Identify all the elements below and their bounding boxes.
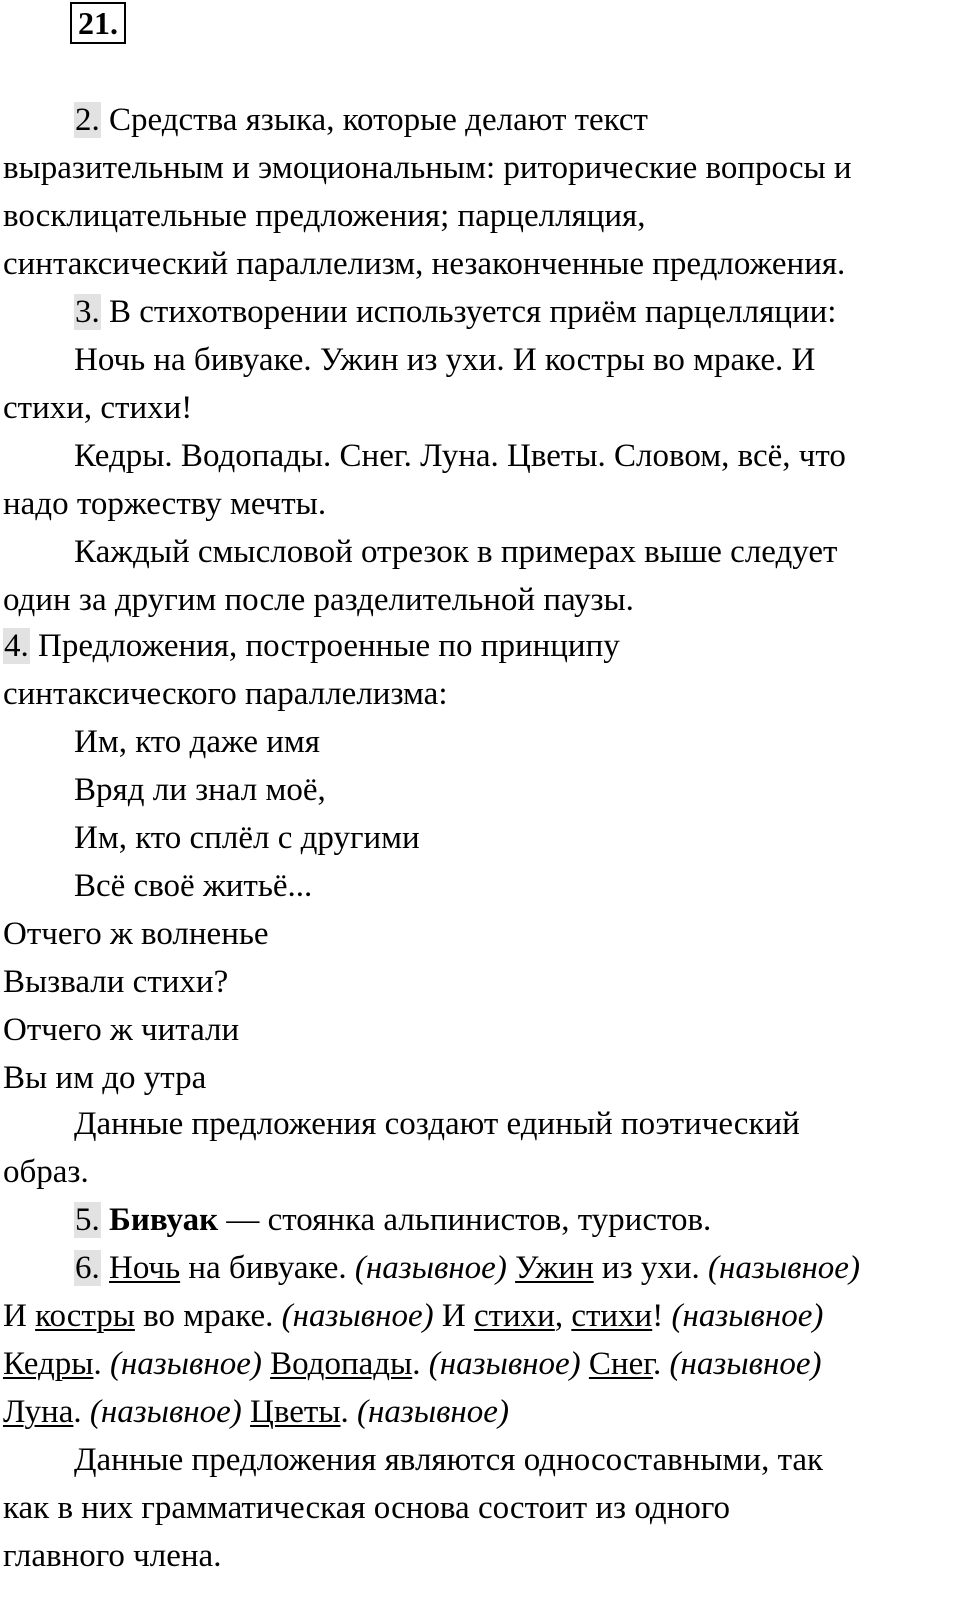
item-4-explanation-1: Данные предложения создают единый поэтический <box>74 1106 800 1142</box>
type-tag: (назывное) <box>428 1346 581 1382</box>
item-2-line-4: синтаксический параллелизм, незаконченные предложения. <box>3 246 846 282</box>
poem-line-3: Им, кто сплёл с другими <box>74 820 420 856</box>
subject-vodopady: Водопады <box>270 1346 413 1382</box>
subject-noch: Ночь <box>109 1250 181 1286</box>
item-6-explanation-3: главного члена. <box>3 1538 222 1574</box>
subject-uzhin: Ужин <box>515 1250 594 1286</box>
poem-line-4: Всё своё житьё... <box>74 868 313 904</box>
item-3-explanation-1: Каждый смысловой отрезок в примерах выше следует <box>74 534 838 570</box>
item-number-4: 4. <box>4 628 29 664</box>
poem-line-2: Вряд ли знал моё, <box>74 772 326 808</box>
quote-line-4: надо торжеству мечты. <box>3 486 327 522</box>
item-number-5: 5. <box>75 1202 100 1238</box>
type-tag: (назывное) <box>671 1298 824 1334</box>
item-2-line-2: выразительным и эмоциональным: риторические вопросы и <box>3 150 852 186</box>
item-3-line-1: 3. В стихотворении используется приём парцелляции: <box>75 294 837 330</box>
item-6-line-4: Луна. (назывное) Цветы. (назывное) <box>3 1394 509 1430</box>
poem-line-8: Вы им до утра <box>3 1060 207 1096</box>
type-tag: (назывное) <box>669 1346 822 1382</box>
item-6-line-1: 6. Ночь на бивуаке. (назывное) Ужин из ухи. (назывное) <box>75 1250 860 1286</box>
quote-line-3: Кедры. Водопады. Снег. Луна. Цветы. Словом, всё, что <box>74 438 846 474</box>
item-4-line-2: синтаксического параллелизма: <box>3 676 448 712</box>
item-6-line-3: Кедры. (назывное) Водопады. (назывное) Снег. (назывное) <box>3 1346 822 1382</box>
poem-line-5: Отчего ж волненье <box>3 916 269 952</box>
poem-line-7: Отчего ж читали <box>3 1012 240 1048</box>
subject-cvety: Цветы <box>250 1394 341 1430</box>
type-tag: (назывное) <box>354 1250 507 1286</box>
subject-kostry: костры <box>35 1298 135 1334</box>
quote-line-1: Ночь на бивуаке. Ужин из ухи. И костры во мраке. И <box>74 342 816 378</box>
type-tag: (назывное) <box>89 1394 242 1430</box>
quote-line-2: стихи, стихи! <box>3 390 193 426</box>
type-tag: (назывное) <box>281 1298 434 1334</box>
item-4-explanation-2: образ. <box>3 1154 89 1190</box>
subject-kedry: Кедры <box>3 1346 94 1382</box>
type-tag: (назывное) <box>708 1250 860 1286</box>
item-number-6: 6. <box>75 1250 100 1286</box>
item-6-line-2: И костры во мраке. (назывное) И стихи, стихи! (назывное) <box>3 1298 824 1334</box>
subject-luna: Луна <box>3 1394 74 1430</box>
item-6-explanation-1: Данные предложения являются односоставными, так <box>74 1442 824 1478</box>
task-number: 21. <box>70 2 126 44</box>
item-4-line-1: 4. Предложения, построенные по принципу <box>4 628 620 664</box>
type-tag: (назывное) <box>109 1346 262 1382</box>
definition-term: Бивуак <box>109 1202 219 1238</box>
item-6-explanation-2: как в них грамматическая основа состоит из одного <box>3 1490 731 1526</box>
item-5-line <box>74 1200 711 1240</box>
item-3-explanation-2: один за другим после разделительной паузы. <box>3 582 634 618</box>
subject-stihi-1: стихи <box>473 1298 555 1334</box>
subject-sneg: Снег <box>588 1346 654 1382</box>
definition-text: — стоянка альпинистов, туристов. <box>226 1202 712 1238</box>
poem-line-1: Им, кто даже имя <box>74 724 320 760</box>
item-2-line-1: 2. Средства языка, которые делают текст <box>75 102 648 138</box>
item-number-2: 2. <box>75 102 100 138</box>
subject-stihi-2: стихи <box>571 1298 653 1334</box>
item-2-line-3: восклицательные предложения; парцелляция, <box>3 198 646 234</box>
type-tag: (назывное) <box>357 1394 509 1430</box>
item-number-3: 3. <box>75 294 100 330</box>
poem-line-6: Вызвали стихи? <box>3 964 229 1000</box>
